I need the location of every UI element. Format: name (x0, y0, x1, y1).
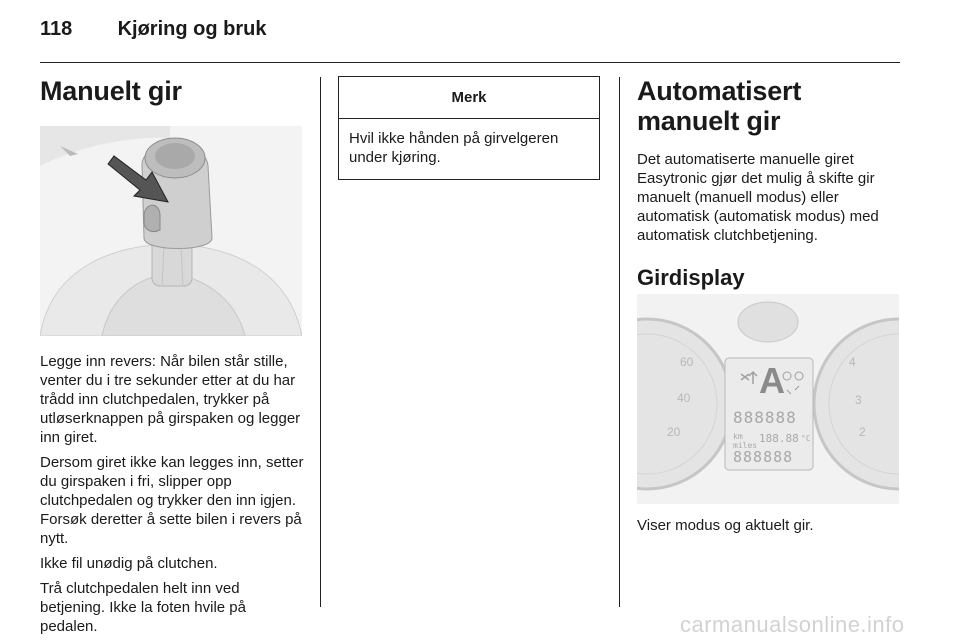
page-header (40, 18, 266, 41)
note-box (338, 76, 600, 180)
section-title: Kjøring og bruk (117, 18, 267, 40)
display-digits-mid: 188.88 (759, 432, 799, 445)
paragraph: Trå clutchpedalen helt inn ved betjening. Ikke la foten hvile på pedalen. (40, 580, 246, 635)
watermark: carmanualsonline.info (680, 612, 905, 637)
svg-text:20: 20 (667, 425, 681, 439)
section-heading-manual-gear: Manuelt gir (40, 76, 182, 106)
gear-lever-icon (40, 126, 302, 336)
section-heading-automated-gear: Automatisert manuelt gir (637, 76, 802, 136)
gear-indicator: A (759, 360, 785, 401)
paragraph: Legge inn revers: Når bilen står stille, venter du i tre sekunder etter at du har trådd inn clutchpedalen, trykker på utløserknappen på girspaken og legger inn giret. (40, 353, 301, 446)
page-number: 118 (40, 18, 73, 40)
column-divider (619, 77, 620, 607)
svg-text:60: 60 (680, 355, 694, 369)
svg-text:4: 4 (849, 355, 856, 369)
gear-lever-illustration (40, 126, 302, 336)
unit-temp: °C (801, 434, 811, 443)
subheading-gear-display: Girdisplay (637, 265, 745, 290)
column-divider (320, 77, 321, 607)
svg-text:40: 40 (677, 391, 691, 405)
display-digits-top: 888888 (733, 408, 797, 427)
svg-text:2: 2 (859, 425, 866, 439)
note-title: Merk (339, 77, 599, 119)
left-body-text (40, 352, 305, 642)
middle-column (338, 76, 600, 180)
right-column (637, 76, 902, 534)
unit-miles: miles (733, 441, 758, 450)
paragraph: Ikke fil unødig på clutchen. (40, 555, 218, 572)
intro-paragraph: Det automatiserte manuelle giret Easytronic gjør det mulig å skifte gir manuelt (manuell modus) eller automatisk (automatisk modus) med automatisk clutchbetjening. (637, 151, 879, 244)
header-rule (40, 62, 900, 63)
svg-text:3: 3 (855, 393, 862, 407)
note-text: Hvil ikke hånden på girvelgeren under kjøring. (349, 130, 559, 166)
paragraph: Dersom giret ikke kan legges inn, setter du girspaken i fri, slipper opp clutchpedalen og trykker den inn igjen. Forsøk deretter å sette bilen i revers på nytt. (40, 454, 304, 547)
gear-display-illustration (637, 294, 899, 504)
figure-caption: Viser modus og aktuelt gir. (637, 517, 814, 534)
unit-km: km (733, 432, 743, 441)
left-column (40, 76, 305, 635)
display-digits-bottom: 888888 (733, 448, 794, 466)
